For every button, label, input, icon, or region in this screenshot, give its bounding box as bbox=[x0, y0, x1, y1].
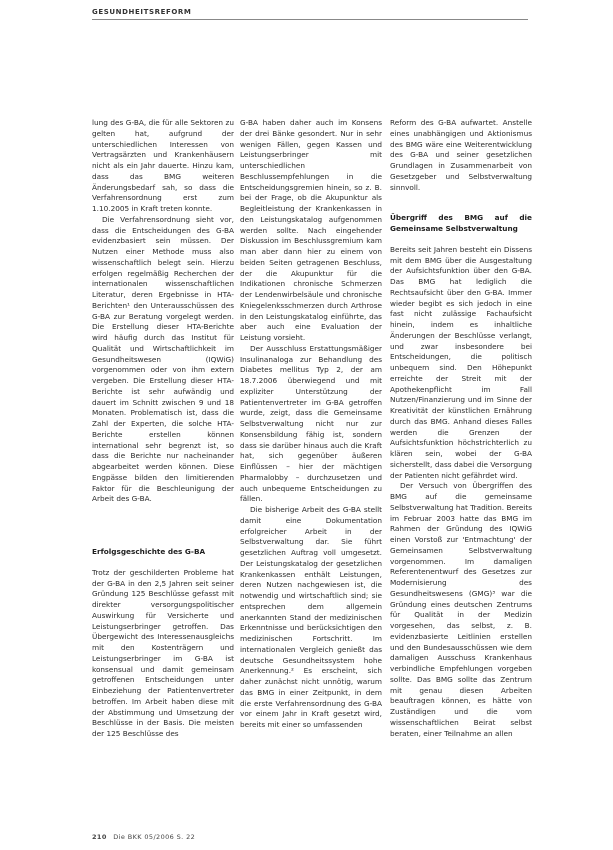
paragraph: Reform des G-BA aufwartet. Anstelle eines unabhängigen und Aktionismus des BMG wäre eine Weiterentwicklung des G-BA und seiner gesetzlichen Grundlagen in Zusammenarbeit von Gesetzgeber und Selbstverwaltung sinnvoll. bbox=[390, 118, 532, 192]
paragraph: lung des G-BA, die für alle Sektoren zu gelten hat, aufgrund der unterschiedlichen Interessen von Vertragsärzten und Krankenhäusern nicht als ein Jahr dauerte. Hinzu kam, dass das BMG weiteren Änderungsbedarf sah, so dass die Verfahrensordnung erst zum 1.10.2005 in Kraft treten konnte. bbox=[92, 118, 234, 213]
section-heading: Übergriff des BMG auf die Gemeinsame Selbstverwaltung bbox=[390, 213, 532, 233]
paragraph: Der Ausschluss Erstattungsmäßiger Insulinanaloga zur Behandlung des Diabetes mellitus Typ 2, der am 18.7.2006 überwiegend und mit expliziter Unterstützung der Patientenvertreter im G-BA getroffen wurde, zeigt, dass die Gemeinsame Selbstverwaltung nicht nur zur Konsensbildung fähig ist, sondern dass sie darüber hinaus auch die Kraft hat, sich gegenüber äußeren Einflüssen – hier der mächtigen Pharmalobby – durchzusetzen und auch unbequeme Entscheidungen zu fällen. bbox=[240, 343, 382, 504]
paragraph: Trotz der geschilderten Probleme hat der G-BA in den 2,5 Jahren seit seiner Gründung 125 Beschlüsse gefasst mit direkter versorgungspolitischer Auswirkung für Versicherte und Leistungserbringer getroffen. Das Übergewicht des Interessenausgleichs mit den Kostenträgern und Leistungserbringer im G-BA ist konsensual und damit gemeinsam getroffenen Entscheidungen unter Einbeziehung der Patientenvertreter betroffen. Im Arbeit haben diese mit der Abstimmung und Umsetzung der Beschlüsse in der Basis. Die meisten der 125 Beschlüsse des bbox=[92, 567, 234, 738]
page-footer bbox=[92, 833, 195, 841]
text-column-3 bbox=[390, 118, 532, 739]
paragraph: Die Verfahrensordnung sieht vor, dass die Entscheidungen des G-BA evidenzbasiert sein müssen. Der Nutzen einer Methode muss also wissenschaftlich belegt sein. Hierzu erfolgen regelmäßig Recherchen der internationalen wissenschaftlichen Literatur, deren Ergebnisse in HTA-Berichten¹ den Unterausschüssen des G-BA zur Beratung vorgelegt werden. Die Erstellung dieser HTA-Berichte wird häufig durch das Institut für Qualität und Wirtschaftlichkeit im Gesundheitswesen (IQWiG) vorgenommen oder von ihm extern vergeben. Die Erstellung dieser HTA-Berichte ist sehr aufwändig und dauert im Schnitt zwischen 9 und 18 Monaten. Problematisch ist, dass die Zahl der Experten, die solche HTA-Berichte erstellen können international sehr begrenzt ist, so dass die Berichte nur nacheinander abgearbeitet werden können. Diese Engpässe bilden den limitierenden Faktor für die Beschleunigung der Arbeit des G-BA. bbox=[92, 214, 234, 504]
paragraph: G-BA haben daher auch im Konsens der drei Bänke gesondert. Nur in sehr wenigen Fällen, gegen Kassen und Leistungserbringer mit unterschiedlichen Beschlussempfehlungen in die Entscheidungsgremien hinein, so z. B. bei der Frage, ob die Akupunktur als Begleitleistung der Krankenkassen in den Leistungskatalog aufgenommen werden sollte. Nach eingehender Diskussion im Beschlussgremium kam man aber dann hier zu einem von beiden Seiten getragenen Beschluss, der die Akupunktur für die Indikationen chronische Schmerzen der Lendenwirbelsäule und chronische Kniegelenksschmerzen durch Arthrose in den Leistungskatalog einführte, das aber auch eine Evaluation der Leistung vorsieht. bbox=[240, 118, 382, 342]
section-heading: Erfolgsgeschichte des G-BA bbox=[92, 547, 206, 556]
paragraph: Der Versuch von Übergriffen des BMG auf die gemeinsame Selbstverwaltung hat Tradition. Bereits im Februar 2003 hatte das BMG im Rahmen der Gründung des IQWiG einen Vorstoß zur 'Entmachtung' der Gemeinsamen Selbstverwaltung vorgenommen. Im damaligen Referentenentwurf des Gesetzes zur Modernisierung des Gesundheitswesens (GMG)³ war die Gründung eines deutschen Zentrums für Qualität in der Medizin vorgesehen, das selbst, z. B. evidenzbasierte Leitlinien erstellen und den Bundesausschüssen wie dem damaligen Ausschuss Krankenhaus verbindliche Empfehlungen vorgeben sollte. Das BMG sollte das Zentrum mit genau diesen Arbeiten beauftragen können, es hätte von Zuständigen und die vom wissenschaftlichen Beirat selbst beraten, einer Teilnahme an allen bbox=[390, 481, 532, 738]
journal-reference: Die BKK 05/2006 S. 22 bbox=[113, 833, 196, 841]
paragraph: Bereits seit Jahren besteht ein Dissens mit dem BMG über die Ausgestaltung der Aufsichtsfunktion über den G-BA. Das BMG hat lediglich die Rechtsaufsicht über den G-BA. Immer wieder begibt es sich jedoch in eine fast nicht zulässige Fachaufsicht hinein, indem es inhaltliche Änderungen der Beschlüsse verlangt, und zwar insbesondere bei Entscheidungen, die politisch unbequem sind. Den Höhepunkt erreichte der Streit mit der Apothekenpflicht im Fall Nutzen/Finanzierung und im Sinne der Kreativität der künstlichen Ernährung durch das BMG. Anhand dieses Falles werden die Grenzen der Aufsichtsfunktion höchstrichterlich zu klären sein, wobei der G-BA sicherstellt, dass dabei die Versorgung der Patienten nicht gefährdet wird. bbox=[390, 244, 532, 480]
paragraph: Die bisherige Arbeit des G-BA stellt damit eine Dokumentation erfolgreicher Arbeit in der Selbstverwaltung dar. Sie führt gesetzlichen Auftrag voll umgesetzt. Der Leistungskatalog der gesetzlichen Krankenkassen enthält Leistungen, deren Nutzen nachgewiesen ist, die notwendig und wirtschaftlich sind; sie entsprechen dem allgemein anerkannten Stand der medizinischen Erkenntnisse und berücksichtigen den medizinischen Fortschritt. Im internationalen Vergleich genießt das deutsche Gesundheitssystem hohe Anerkennung.² Es erscheint, sich daher zunächst nicht unnötig, warum das BMG in einer Zeitpunkt, in dem die erste Verfahrensordnung des G-BA vor einem Jahr in Kraft gesetzt wird, bereits mit einer so umfassenden bbox=[240, 505, 382, 729]
text-column-1 bbox=[92, 118, 234, 740]
header-rule bbox=[92, 19, 528, 20]
text-column-2 bbox=[240, 118, 382, 731]
page-number: 210 bbox=[92, 833, 107, 841]
section-rubric: GESUNDHEITSREFORM bbox=[92, 8, 192, 16]
